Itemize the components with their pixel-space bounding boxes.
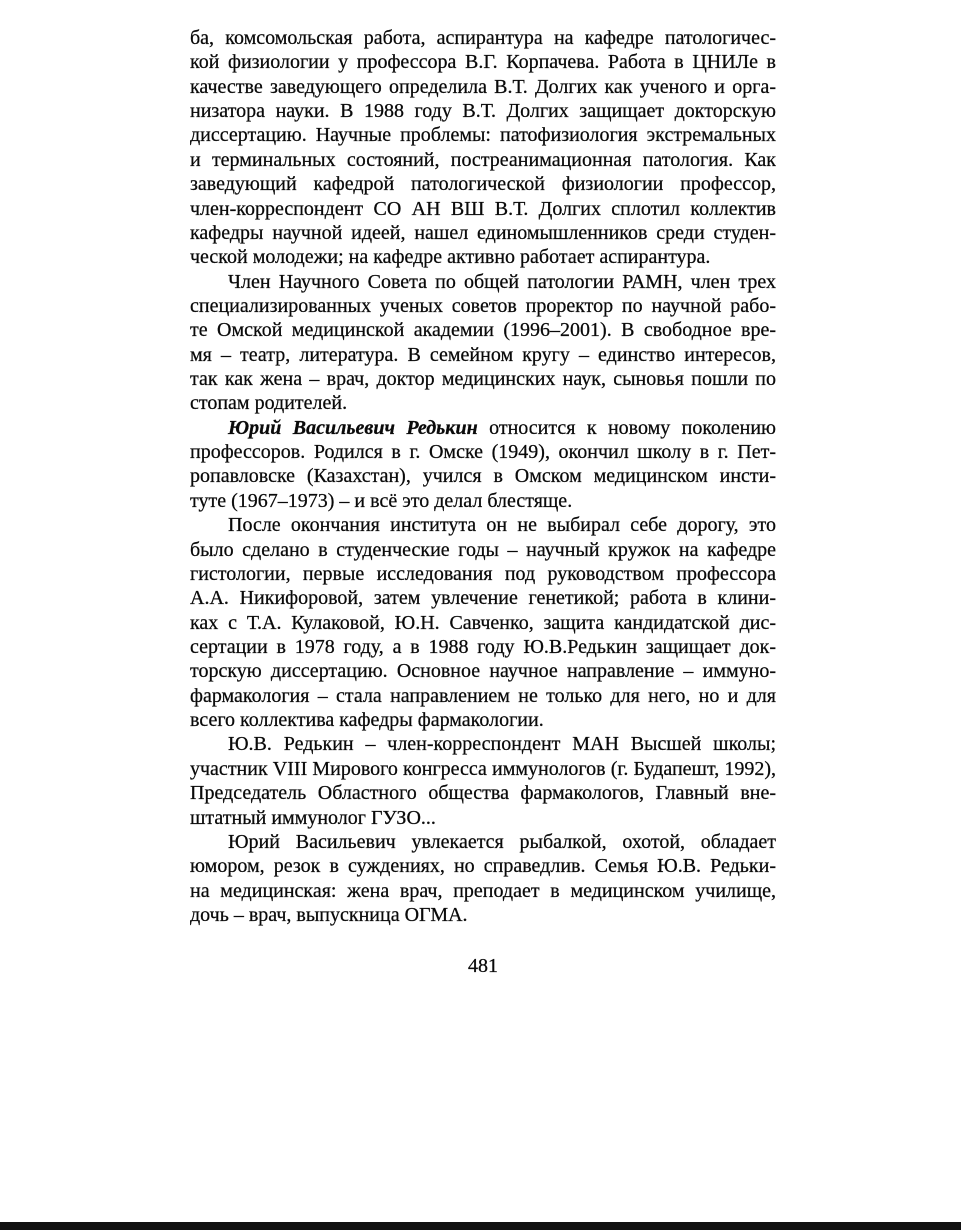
- paragraph: [190, 416, 776, 513]
- text-line: стопам родителей.: [190, 392, 348, 415]
- text-line: специализированных ученых советов проректор по научной рабо-: [190, 294, 776, 317]
- text-line: те Омской медицинской академии (1996–2001). В свободное вре-: [190, 319, 776, 342]
- text-line: Председатель Областного общества фармакологов, Главный вне-: [190, 782, 776, 805]
- page-text-block: [190, 26, 776, 927]
- text-line: ках с Т.А. Кулаковой, Ю.Н. Савченко, защита кандидатской дис-: [190, 611, 776, 634]
- text-line: [190, 416, 776, 440]
- text-line: на медицинская: жена врач, преподает в медицинском училище,: [190, 879, 776, 902]
- paragraph: [190, 830, 776, 927]
- text-line: гистологии, первые исследования под руководством профессора: [190, 562, 776, 585]
- text-line: всего коллектива кафедры фармакологии.: [190, 709, 544, 732]
- text-line: торскую диссертацию. Основное научное направление – иммуно-: [190, 660, 776, 683]
- text-line: низатора науки. В 1988 году В.Т. Долгих защищает докторскую: [190, 100, 776, 123]
- text-line: юмором, резок в суждениях, но справедлив. Семья Ю.В. Редьки-: [190, 855, 776, 878]
- text-line: диссертацию. Научные проблемы: патофизиология экстремальных: [190, 124, 776, 147]
- text-line: штатный иммунолог ГУЗО...: [190, 806, 436, 829]
- text-line: участник VIII Мирового конгресса иммунологов (г. Будапешт, 1992),: [190, 757, 776, 780]
- page-number: 481: [468, 955, 498, 977]
- text-line: кой физиологии у профессора В.Г. Корпачева. Работа в ЦНИЛе в: [190, 51, 776, 74]
- text-line: После окончания института он не выбирал себе дорогу, это: [228, 514, 776, 537]
- text-line: Ю.В. Редькин – член-корреспондент МАН Высшей школы;: [228, 733, 776, 756]
- text-line: ропавловске (Казахстан), учился в Омском медицинском инсти-: [190, 465, 776, 488]
- text-line: заведующий кафедрой патологической физиологии профессор,: [190, 173, 776, 196]
- text-line: профессоров. Родился в г. Омске (1949), окончил школу в г. Пет-: [190, 441, 776, 464]
- paragraph: [190, 270, 776, 416]
- text-line: ческой молодежи; на кафедре активно работает аспирантура.: [190, 246, 711, 269]
- text-line: А.А. Никифоровой, затем увлечение генетикой; работа в клини-: [190, 587, 776, 610]
- text-line: фармакология – стала направлением не только для него, но и для: [190, 684, 776, 707]
- person-name: Юрий Васильевич Редькин: [228, 416, 478, 439]
- scan-edge-border: [0, 1222, 961, 1230]
- text-line: Юрий Васильевич увлекается рыбалкой, охотой, обладает: [228, 830, 776, 853]
- paragraph: [190, 513, 776, 732]
- text-line: кафедры научной идеей, нашел единомышленников среди студен-: [190, 221, 776, 244]
- text-line-rest: относится к новому поколению: [489, 416, 776, 439]
- text-line: качестве заведующего определила В.Т. Долгих как ученого и орга-: [190, 75, 776, 98]
- text-line: было сделано в студенческие годы – научный кружок на кафедре: [190, 538, 776, 561]
- paragraph: [190, 26, 776, 270]
- text-line: дочь – врач, выпускница ОГМА.: [190, 903, 468, 926]
- text-line: сертации в 1978 году, а в 1988 году Ю.В.Редькин защищает док-: [190, 635, 776, 658]
- text-line: так как жена – врач, доктор медицинских наук, сыновья пошли по: [190, 368, 776, 391]
- text-line: ба, комсомольская работа, аспирантура на кафедре патологичес-: [190, 27, 776, 49]
- text-line: Член Научного Совета по общей патологии РАМН, член трех: [228, 270, 776, 293]
- text-line: член-корреспондент СО АН ВШ В.Т. Долгих сплотил коллектив: [190, 197, 776, 220]
- text-line: мя – театр, литература. В семейном кругу – единство интересов,: [190, 343, 776, 366]
- text-line: туте (1967–1973) – и всё это делал блестяще.: [190, 489, 573, 512]
- text-line: и терминальных состояний, постреанимационная патология. Как: [190, 148, 776, 171]
- paragraph: [190, 732, 776, 829]
